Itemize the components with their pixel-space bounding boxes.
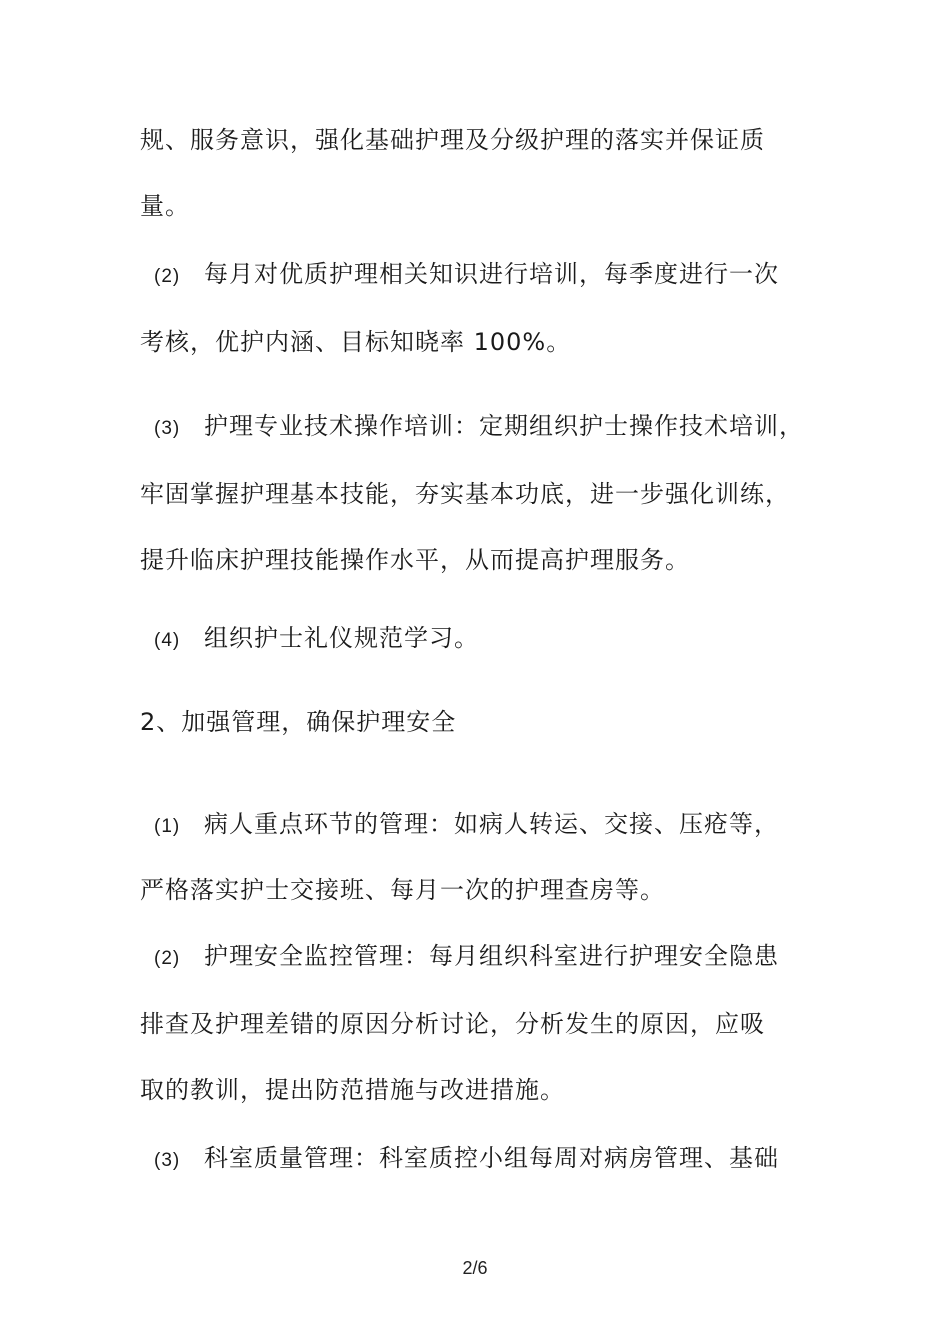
item-number: (1) <box>154 816 181 837</box>
line-text: 牢固掌握护理基本技能，夯实基本功底，进一步强化训练， <box>140 480 790 508</box>
page-number: 2/6 <box>462 1258 488 1278</box>
text-line <box>140 1008 765 1040</box>
line-text: 严格落实护士交接班、每月一次的护理查房等。 <box>140 876 665 904</box>
text-line <box>140 478 790 510</box>
item-number: (3) <box>154 1150 181 1171</box>
item-number: (2) <box>154 948 181 969</box>
section-heading <box>140 706 456 738</box>
item-number: (3) <box>154 418 181 439</box>
line-text: 取的教训，提出防范措施与改进措施。 <box>140 1076 565 1104</box>
line-text: 规、服务意识，强化基础护理及分级护理的落实并保证质 <box>140 126 765 154</box>
line-text: 每月对优质护理相关知识进行培训，每季度进行一次 <box>204 260 779 288</box>
line-text: 2、加强管理，确保护理安全 <box>140 708 457 736</box>
line-text: 量。 <box>140 192 190 220</box>
line-text: 组织护士礼仪规范学习。 <box>204 624 479 652</box>
line-text: 护理专业技术操作培训：定期组织护士操作技术培训， <box>204 412 804 440</box>
line-text: 科室质量管理：科室质控小组每周对病房管理、基础 <box>204 1144 779 1172</box>
text-line <box>140 874 665 906</box>
list-item <box>140 622 479 657</box>
line-text: 考核，优护内涵、目标知晓率 100%。 <box>140 328 572 356</box>
item-number: (4) <box>154 630 181 651</box>
line-text: 护理安全监控管理：每月组织科室进行护理安全隐患 <box>204 942 779 970</box>
item-number: (2) <box>154 266 181 287</box>
list-item <box>140 410 804 445</box>
list-item <box>140 258 779 293</box>
text-line <box>140 544 690 576</box>
line-text: 提升临床护理技能操作水平，从而提高护理服务。 <box>140 546 690 574</box>
line-text: 排查及护理差错的原因分析讨论，分析发生的原因，应吸 <box>140 1010 765 1038</box>
list-item <box>140 940 779 975</box>
list-item <box>140 1142 779 1177</box>
list-item <box>140 808 779 843</box>
line-text: 病人重点环节的管理：如病人转运、交接、压疮等， <box>204 810 779 838</box>
text-line <box>140 1074 565 1106</box>
text-line <box>140 190 190 222</box>
text-line <box>140 124 765 156</box>
text-line <box>140 326 571 358</box>
